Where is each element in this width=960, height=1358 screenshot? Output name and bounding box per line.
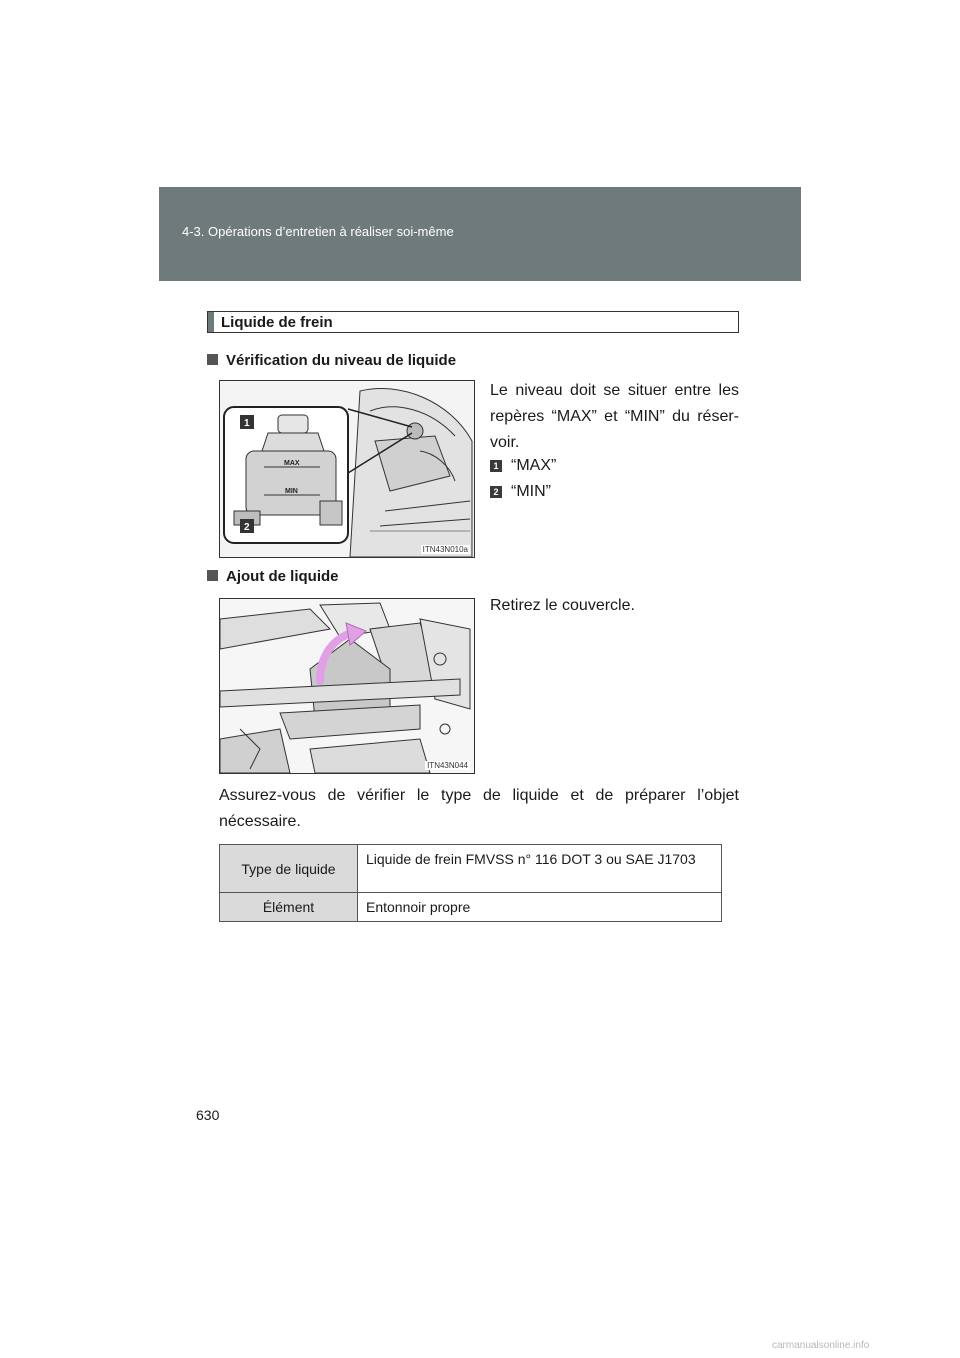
table-row: [220, 893, 722, 922]
subheading-adding: [207, 568, 339, 585]
reservoir-figure: [219, 380, 475, 558]
figure-code: ITN43N044: [427, 761, 468, 770]
max-mark-label: MAX: [284, 460, 300, 467]
subheading-text: Ajout de liquide: [226, 568, 339, 585]
number-badge-icon: 2: [490, 486, 502, 498]
marker-label: “MIN”: [511, 483, 551, 500]
marker-max: [490, 457, 556, 475]
preparation-note: Assurez-vous de vérifier le type de liquide et de préparer l’objet nécessaire.: [219, 787, 739, 830]
table-value-cell: Entonnoir propre: [358, 893, 722, 922]
number-badge-icon: 1: [490, 460, 502, 472]
square-bullet-icon: [207, 570, 218, 581]
cap-removal-figure: [219, 598, 475, 774]
figure-code: ITN43N010a: [422, 545, 468, 554]
level-check-text: Le niveau doit se situer entre les repères “MAX” et “MIN” du réservoir.: [490, 382, 739, 451]
figure-badge-1: 1: [244, 418, 250, 429]
page-number: 630: [196, 1107, 220, 1123]
square-bullet-icon: [207, 354, 218, 365]
table-row: [220, 845, 722, 893]
header-band: [159, 187, 801, 281]
table-key-cell: Élément: [220, 893, 358, 922]
min-mark-label: MIN: [285, 488, 298, 495]
heading-accent-bar: [208, 312, 214, 332]
watermark: carmanualsonline.info: [772, 1340, 870, 1351]
marker-label: “MAX”: [511, 457, 557, 474]
figure-badge-2: 2: [244, 522, 250, 533]
subheading-level-check: [207, 352, 456, 369]
section-title: 4-3. Opérations d’entretien à réaliser soi-même: [182, 224, 454, 239]
subheading-text: Vérification du niveau de liquide: [226, 352, 457, 369]
table-value-cell: Liquide de frein FMVSS n° 116 DOT 3 ou SAE J1703: [358, 845, 722, 893]
fluid-spec-table: [219, 844, 722, 922]
marker-min: [490, 483, 551, 501]
adding-text: Retirez le couvercle.: [490, 597, 635, 614]
section-heading: [207, 311, 739, 333]
table-key-cell: Type de liquide: [220, 845, 358, 893]
heading-text: Liquide de frein: [221, 314, 333, 331]
